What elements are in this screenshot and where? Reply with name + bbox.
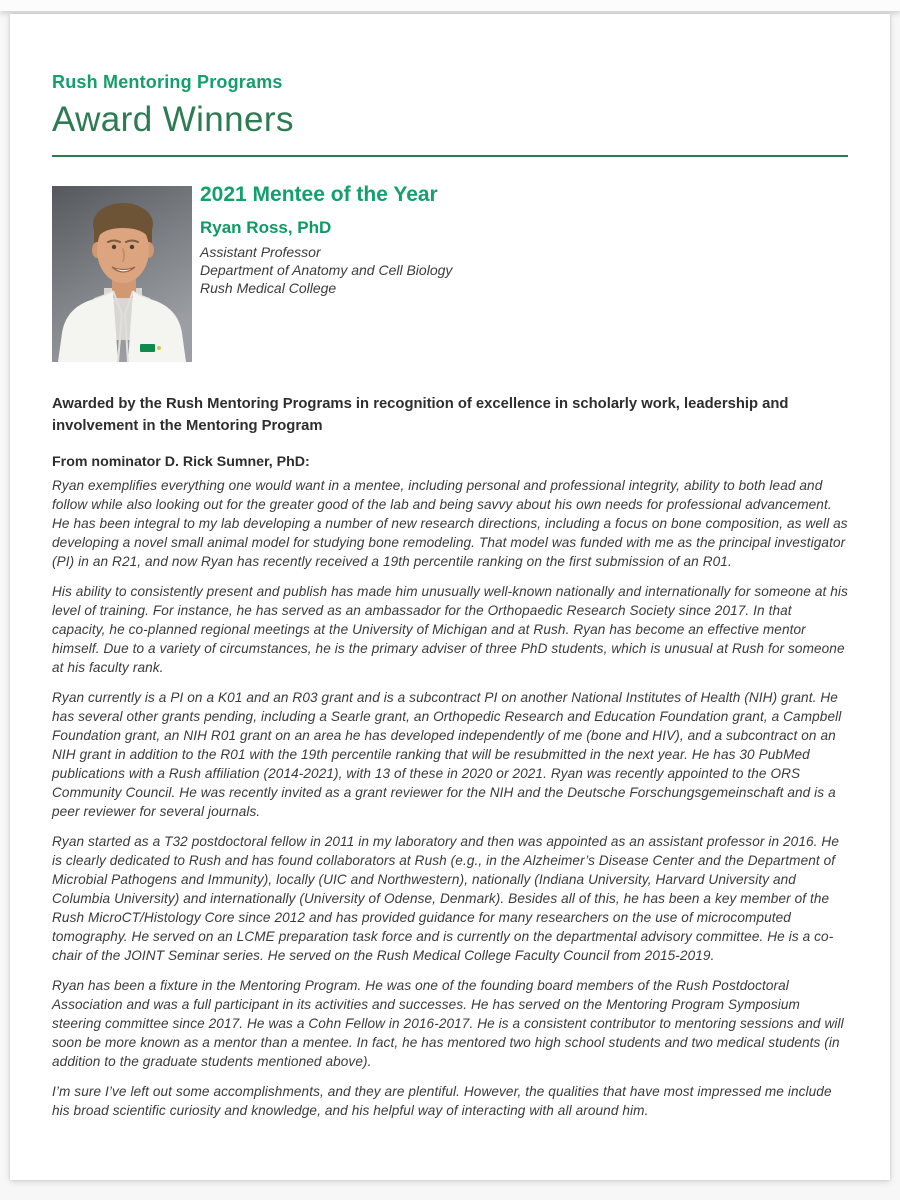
recipient-institution: Rush Medical College (200, 280, 337, 297)
program-name: Rush Mentoring Programs (52, 72, 283, 92)
award-card (52, 183, 848, 362)
nomination-paragraph-1: Ryan exemplifies everything one would want in a mentee, including personal and professional integrity, ability to both lead and follow while also looking out for the greater good of the lab and being savvy about his own needs for professional advancement. He has been integral to my lab developing a number of new research directions, including a focus on bone composition, as well as developing a novel small animal model for studying bone remodeling. That model was funded with me as the principal investigator (PI) in an R21, and now Ryan has recently received a 19th percentile ranking on the first submission of an R01. (52, 478, 848, 569)
award-heading: 2021 Mentee of the Year (200, 183, 438, 206)
previous-page-edge (0, 0, 900, 11)
nomination-paragraph-5: Ryan has been a fixture in the Mentoring Program. He was one of the founding board members of the Rush Postdoctoral Association and was a full participant in its activities and successes. He has served on the Mentoring Program Symposium steering committee since 2017. He was a Cohn Fellow in 2016-2017. He is a consistent contributor to mentoring sessions and will soon be more known as a mentor than a mentee. In fact, he has mentored two high school students and two medical students (in addition to the graduate students mentioned above). (52, 978, 844, 1069)
nomination-paragraph-3: Ryan currently is a PI on a K01 and an R03 grant and is a subcontract PI on another National Institutes of Health (NIH) grant. He has several other grants pending, including a Searle grant, an Orthopedic Research and Education Foundation grant, a Campbell Foundation grant, an NIH R01 grant on an area he has developed independently of me (bone and HIV), and a subcontract on an NIH grant in addition to the R01 with the 19th percentile ranking that will be resubmitted in the next year. He has 30 PubMed publications with a Rush affiliation (2014-2021), with 13 of these in 2020 or 2021. Ryan was recently appointed to the ORS Community Council. He was recently invited as a grant reviewer for the NIH and the Deutsche Forschungsgemeinschaft and is a peer reviewer for several journals. (52, 690, 842, 819)
recipient-name: Ryan Ross, PhD (200, 218, 332, 238)
award-info (200, 183, 453, 362)
title-divider (52, 155, 848, 157)
page-title: Award Winners (52, 100, 294, 139)
recipient-photo (52, 186, 192, 362)
nomination-citation (52, 393, 848, 1120)
recipient-department: Department of Anatomy and Cell Biology (200, 262, 453, 279)
recipient-role: Assistant Professor (200, 244, 321, 261)
nomination-paragraph-4: Ryan started as a T32 postdoctoral fellow in 2011 in my laboratory and then was appointed as an assistant professor in 2016. He is clearly dedicated to Rush and has found collaborators at Rush (e.g., in the Alzheimer’s Disease Center and the Department of Microbial Pathogens and Immunity), locally (UIC and Northwestern), nationally (Indiana University, Harvard University and Columbia University) and internationally (University of Odense, Denmark). Besides all of this, he has been a key member of the Rush MicroCT/Histology Core since 2012 and has provided guidance for many researchers on the use of microcomputed tomography. He served on an LCME preparation task force and is currently on the departmental advisory committee. He is a co-chair of the JOINT Seminar series. He served on the Rush Medical College Faculty Council from 2015-2019. (52, 834, 839, 963)
document-page (10, 14, 890, 1180)
nominator-label: From nominator D. Rick Sumner, PhD: (52, 454, 310, 470)
nomination-paragraph-6: I’m sure I’ve left out some accomplishments, and they are plentiful. However, the qualities that have most impressed me include his broad scientific curiosity and knowledge, and his helpful way of interacting with all around him. (52, 1084, 832, 1118)
nomination-paragraph-2: His ability to consistently present and publish has made him unusually well-known nationally and internationally for someone at his level of training. For instance, he has served as an ambassador for the Orthopaedic Research Society since 2017. In that capacity, he co-planned regional meetings at the University of Michigan and at Rush. Ryan has become an effective mentor himself. Due to a variety of circumstances, he is the primary adviser of three PhD students, which is unusual at Rush for someone at his faculty rank. (52, 584, 848, 675)
award-description: Awarded by the Rush Mentoring Programs in recognition of excellence in scholarly work, leadership and involvement in the Mentoring Program (52, 396, 789, 434)
portrait-illustration (52, 186, 192, 362)
